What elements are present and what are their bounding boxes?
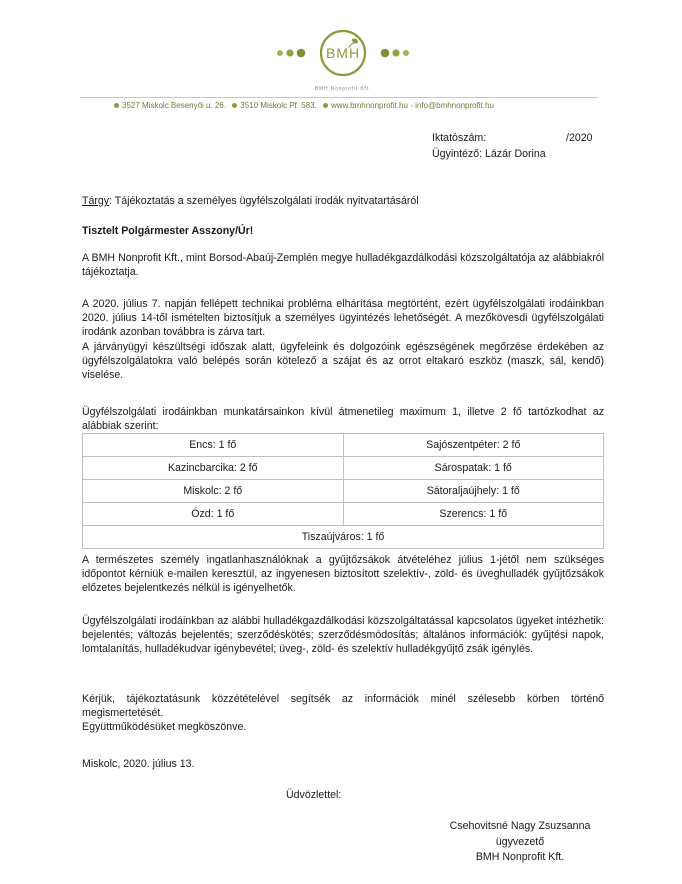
signatory-company: BMH Nonprofit Kft. bbox=[475, 851, 565, 863]
table-cell: Tiszaújváros: 1 fő bbox=[83, 526, 604, 549]
reference-label: Iktatószám: bbox=[432, 132, 487, 144]
subject-label: Tárgy bbox=[82, 195, 110, 207]
email-link[interactable]: info@bmhnonprofit.hu bbox=[415, 101, 494, 110]
table-cell: Ózd: 1 fő bbox=[83, 503, 344, 526]
table-cell: Sajószentpéter: 2 fő bbox=[343, 434, 604, 457]
table-cell: Miskolc: 2 fő bbox=[83, 480, 344, 503]
reference-block bbox=[432, 130, 632, 162]
table-cell: Sátoraljaújhely: 1 fő bbox=[343, 480, 604, 503]
closing-salutation: Üdvözlettel: bbox=[286, 789, 342, 801]
bullet-icon bbox=[114, 103, 119, 108]
table-cell: Kazincbarcika: 2 fő bbox=[83, 457, 344, 480]
table-row bbox=[83, 480, 604, 503]
bmh-logo-graphic bbox=[268, 29, 418, 93]
subject-line bbox=[82, 194, 604, 208]
table-cell: Sárospatak: 1 fő bbox=[343, 457, 604, 480]
bullet-icon bbox=[232, 103, 237, 108]
bullet-icon bbox=[323, 103, 328, 108]
table-row bbox=[83, 526, 604, 549]
logo-subtext: BMH Nonprofit Kft. bbox=[314, 86, 372, 92]
contact-separator: - bbox=[410, 101, 413, 110]
capacity-paragraph: Ügyfélszolgálati irodáinkban munkatársainkon kívül átmenetileg maximum 1, illetve 2 fő tartózkodhat az alábbiak szerint: bbox=[82, 406, 604, 433]
logo-text: BMH bbox=[325, 45, 361, 61]
table-cell: Szerencs: 1 fő bbox=[343, 503, 604, 526]
handler-value: Lázár Dorina bbox=[485, 148, 546, 160]
office-capacity-table bbox=[82, 433, 604, 549]
signature-block bbox=[430, 819, 610, 866]
address: 3527 Miskolc Besenyői u. 26. bbox=[122, 101, 227, 110]
bags-paragraph: A természetes személy ingatlanhasználóknak a gyűjtőzsákok átvételéhez július 1-jétől nem szükséges időpontot kérniük e-mailen keresztül, az ingyenesen biztosított szelektív-, zöld- és üveghulladék gyűjtőzsákok előzetes bejelentkezés nélkül is igényelhetők. bbox=[82, 554, 604, 595]
table-row bbox=[83, 457, 604, 480]
reopening-section bbox=[82, 297, 604, 382]
mask-paragraph: A járványügyi készültségi időszak alatt, ügyfeleink és dolgozóink egészségének megőrzése érdekében az ügyfélszolgálatokra való belépés során kötelező a szájat és az orrot eltakaró eszköz (maszk, sál, kendő) viselése. bbox=[82, 340, 604, 382]
request-paragraph: Kérjük, tájékoztatásunk közzétételével segítsék az információk minél szélesebb körben történő megismertetését. bbox=[82, 693, 604, 720]
greeting: Tisztelt Polgármester Asszony/Úr! bbox=[82, 225, 254, 237]
table-cell: Encs: 1 fő bbox=[83, 434, 344, 457]
request-section bbox=[82, 692, 604, 735]
intro-paragraph: A BMH Nonprofit Kft., mint Borsod-Abaúj-Zemplén megye hulladékgazdálkodási közszolgáltatója az alábbiakról tájékoztatja. bbox=[82, 252, 604, 279]
company-logo bbox=[268, 29, 418, 93]
contact-line bbox=[110, 100, 580, 111]
letter-date: Miskolc, 2020. július 13. bbox=[82, 758, 195, 770]
reference-value: /2020 bbox=[566, 132, 593, 144]
table-row bbox=[83, 503, 604, 526]
thanks-line: Együttműködésüket megköszönve. bbox=[82, 721, 247, 734]
website-link[interactable]: www.bmhnonprofit.hu bbox=[331, 101, 408, 110]
table-row bbox=[83, 434, 604, 457]
services-paragraph: Ügyfélszolgálati irodáinkban az alábbi hulladékgazdálkodási közszolgáltatással kapcsolatos ügyeket intézhetik: bejelentés; változás bejelentés; szerződéskötés; szerződésmódosítás; általános információk: gyűjtési napok, lomtalanítás, hulladékudvar igénybevétel; üveg-, zöld- és szelektív hulladékgyűjtő zsák igénylés. bbox=[82, 615, 604, 656]
handler-label: Ügyintéző: bbox=[432, 148, 483, 160]
reopening-paragraph: A 2020. július 7. napján fellépett technikai probléma elhárítása megtörtént, ezért ügyfélszolgálati irodáinkban 2020. július 14-től ismételten biztosítjuk a személyes ügyintézés lehetőségét. A mezőkövesdi ügyfélszolgálati irodánk azonban továbbra is zárva tart. bbox=[82, 298, 604, 339]
po-box: 3510 Miskolc Pf. 583. bbox=[240, 101, 317, 110]
header-divider bbox=[80, 97, 598, 98]
signatory-title: ügyvezető bbox=[495, 835, 545, 848]
signatory-name: Csehovitsné Nagy Zsuzsanna bbox=[449, 820, 591, 832]
subject-text: : Tájékoztatás a személyes ügyfélszolgálati irodák nyitvatartásáról bbox=[109, 195, 419, 207]
